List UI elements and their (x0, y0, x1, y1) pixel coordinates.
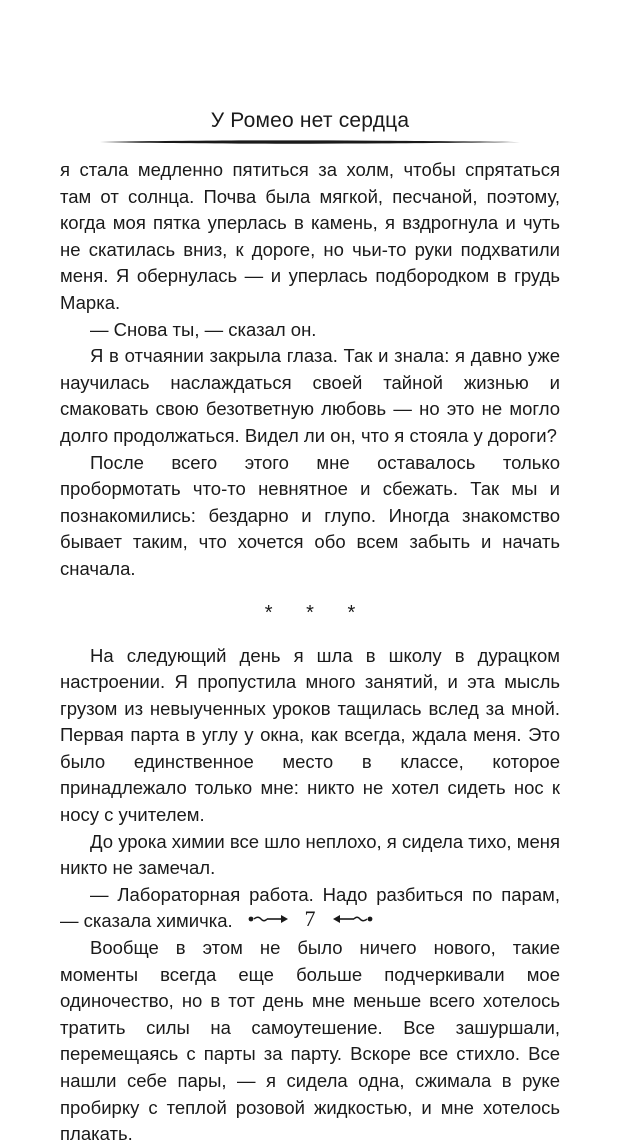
paragraph: До урока химии все шло неплохо, я сидела тихо, меня никто не замечал. (60, 830, 560, 879)
section-break: * * * (264, 601, 370, 624)
paragraph: я стала медленно пятиться за холм, чтобы спрятаться там от солнца. Почва была мягкой, песчаной, поэтому, когда моя пятка уперлась в камень, я вздрогнула и чуть не скатилась вниз, к дороге, но чьи-то руки подхватили меня. Я обернулась — и уперлась подбородком в грудь Марка. (60, 159, 560, 313)
paragraph: Вообще в этом не было ничего нового, такие моменты всегда еще больше подчеркивали мое одиночество, но в тот день мне меньше всего хотелось тратить силы на самоутешение. Все зашуршали, перемещаясь с парты за парту. Вскоре все стихло. Все нашли себе пары, — я сидела одна, сжимала в руке пробирку с теплой розовой жидкостью, и мне хотелось плакать. (60, 937, 560, 1145)
page-number: 7 (304, 906, 316, 931)
running-header-title: У Ромео нет сердца (210, 109, 410, 132)
paragraph: — Лабораторная работа. Надо разбиться по парам, — сказала химичка. (60, 883, 560, 932)
header-rule (100, 136, 520, 148)
paragraph: После всего этого мне оставалось только пробормотать что-то невнятное и сбежать. Так мы и познакомились: бездарно и глупо. Иногда знакомство бывает таким, что хочется обо всем забыть и начать сначала. (60, 451, 560, 579)
page-footer (0, 902, 620, 936)
body-text (60, 157, 560, 1148)
ornament-arrow-left-icon (330, 912, 374, 926)
paragraph: Я в отчаянии закрыла глаза. Так и знала: я давно уже научилась наслаждаться своей тайной жизнью и смаковать свою безответную любовь — но это не могло долго продолжаться. Видел ли он, что я стояла у дороги? (60, 345, 560, 446)
paragraph: — Снова ты, — сказал он. (90, 318, 317, 340)
paragraph: На следующий день я шла в школу в дурацком настроении. Я пропустила много занятий, и эта мысль грузом из невыученных уроков тащилась вслед за мной. Первая парта в углу у окна, как всегда, ждала меня. Это было единственное место в классе, которое принадлежало только мне: никто не хотел сидеть нос к носу с учителем. (60, 644, 560, 826)
ornament-arrow-right-icon (247, 912, 291, 926)
